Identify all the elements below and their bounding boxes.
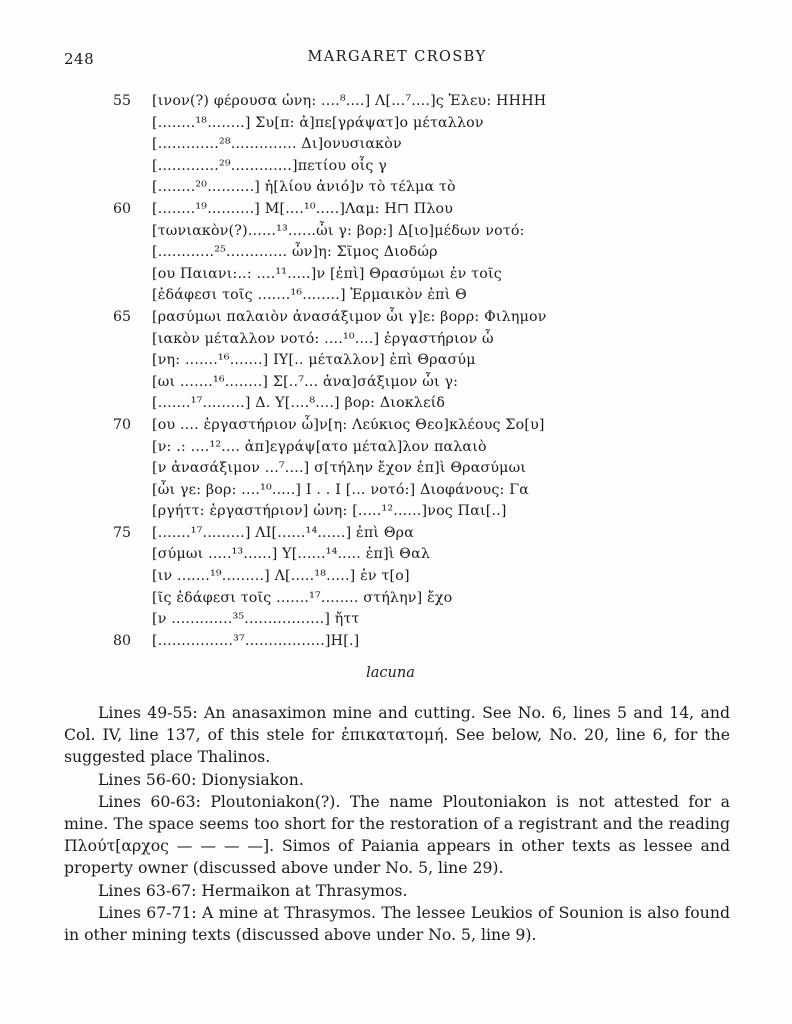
inscription-line [113, 566, 673, 588]
inscription-line [113, 285, 673, 307]
inscription-line [113, 372, 673, 394]
inscription-line-text: [ν .............³⁵.................] ἤττ [152, 611, 360, 628]
commentary-paragraph: Lines 56-60: Dionysiakon. [98, 769, 304, 789]
line-number: 65 [113, 308, 132, 325]
page-header [64, 49, 730, 71]
line-number [113, 480, 152, 502]
line-number [113, 588, 152, 610]
inscription-line-text: [.......¹⁷.........] Δ. Υ[....⁸....] βορ: Διοκλείδ [152, 395, 446, 412]
line-number [113, 372, 152, 394]
line-number [113, 134, 152, 156]
line-number: 60 [113, 200, 132, 217]
line-number [113, 242, 152, 264]
inscription-line [113, 523, 673, 545]
inscription-line-text: [σύμωι .....¹³......] Υ[......¹⁴..... ἐπ]ὶ Θαλ [152, 546, 431, 563]
line-number [113, 566, 152, 588]
inscription-line-text: [........¹⁸........] Συ[π: ἀ]πε[γράψατ]ο μέταλλον [152, 114, 484, 131]
inscription-line-text: [ιν .......¹⁹.........] Λ[.....¹⁸.....] ἐν τ[ο] [152, 568, 410, 585]
line-number: 80 [113, 632, 132, 649]
inscription-line [113, 156, 673, 178]
inscription-line-text: [ωι .......¹⁶........] Σ[..⁷... ἀνα]σάξιμον ὧι γ: [152, 373, 459, 390]
inscription-line [113, 393, 673, 415]
inscription-line [113, 631, 673, 653]
line-number: 70 [113, 416, 132, 433]
inscription-line-text: [τωνιακὸν(?)......¹³......ὧι γ: βορ:] Δ[ιο]μέδων νοτό: [152, 222, 525, 239]
line-number [113, 437, 152, 459]
inscription-line-text: [ῖς ἐδάφεσι τοῖς .......¹⁷........ στήλην] ἔχο [152, 589, 453, 606]
line-number [113, 544, 152, 566]
inscription-line-text: [ργήττ: ἐργαστήριον] ὠνη: [.....¹²......]νος Παι[..] [152, 503, 507, 520]
inscription-line-text: [........²⁰..........] ἡ[λίου ἀνιό]ν τὸ τέλμα τὸ [152, 179, 456, 196]
inscription-transcription [113, 91, 673, 652]
inscription-line [113, 329, 673, 351]
line-number [113, 501, 152, 523]
inscription-line [113, 544, 673, 566]
inscription-line [113, 501, 673, 523]
line-number [113, 113, 152, 135]
line-number: 75 [113, 524, 132, 541]
inscription-line-text: [νη: .......¹⁶.......] ΙΥ[.. μέταλλον] ἐπὶ Θρασύμ [152, 352, 476, 369]
inscription-line [113, 264, 673, 286]
inscription-line-text: [ἐδάφεσι τοῖς .......¹⁶........] Ἑρμαικὸν ἐπὶ Θ [152, 287, 468, 304]
inscription-line [113, 609, 673, 631]
lacuna-label: lacuna [366, 665, 415, 681]
line-number [113, 264, 152, 286]
inscription-line-text: [ου .... ἐργαστήριον ὦ]ν[η: Λεύκιος Θεο]κλέους Σο[υ] [152, 416, 545, 433]
inscription-line [113, 221, 673, 243]
inscription-line-text: [.............²⁸.............. Δι]ονυσιακὸν [152, 136, 402, 153]
inscription-line [113, 113, 673, 135]
inscription-line-text: [.............²⁹.............]πετίου οἷς γ [152, 157, 387, 174]
inscription-line-text: [........¹⁹..........] Μ[....¹⁰.....]Λαμ: Η⊓ Πλου [152, 200, 454, 217]
line-number [113, 285, 152, 307]
line-number [113, 393, 152, 415]
inscription-line-text: [ρασύμωι παλαιὸν ἀνασάξιμον ὧι γ]ε: βορρ: Φιλημον [152, 308, 547, 325]
inscription-line-text: [ινον(?) φέρουσα ὠνη: ....⁸....] Λ[...⁷....]ς Ἑλευ: ΗΗΗΗ [152, 93, 547, 109]
line-number [113, 329, 152, 351]
inscription-line [113, 350, 673, 372]
commentary-paragraph: Lines 49-55: An anasaximon mine and cutting. See No. 6, lines 5 and 14, and Col. IV, line 137, of this stele for ἐπικατατομή. See below, No. 20, line 6, for the suggested place Thalinos. [64, 703, 730, 767]
inscription-line [113, 437, 673, 459]
line-number [113, 221, 152, 243]
inscription-line [113, 177, 673, 199]
inscription-line-text: [.......¹⁷.........] ΛΙ[......¹⁴......] ἐπὶ Θρα [152, 524, 414, 541]
line-number [113, 156, 152, 178]
inscription-line [113, 199, 673, 221]
inscription-line-text: [............²⁵............. ὦν]η: Σῖμος Διοδώρ [152, 244, 438, 261]
inscription-line [113, 480, 673, 502]
inscription-line [113, 415, 673, 437]
commentary-paragraph: Lines 67-71: A mine at Thrasymos. The lessee Leukios of Sounion is also found in other mining texts (discussed above under No. 5, line 9). [64, 902, 730, 945]
line-number: 55 [113, 93, 132, 109]
inscription-line-text: [................³⁷.................]Η[.] [152, 632, 360, 649]
commentary-paragraph: Lines 63-67: Hermaikon at Thrasymos. [98, 880, 408, 900]
inscription-line [113, 588, 673, 610]
inscription-line-text: [ου Παιανι:..: ....¹¹.....]ν [ἐπὶ] Θρασύμωι ἐν τοῖς [152, 265, 502, 282]
inscription-line [113, 307, 673, 329]
line-number [113, 350, 152, 372]
inscription-line-text: [ν: .: ....¹².... ἀπ]εγράψ[ατο μέταλ]λον παλαιὸ [152, 438, 487, 455]
inscription-line-text: [ν ἀνασάξιμον ...⁷....] σ[τήλην ἔχον ἐπ]ὶ Θρασύμωι [152, 460, 527, 477]
inscription-line [113, 91, 673, 113]
line-number [113, 609, 152, 631]
line-number [113, 458, 152, 480]
line-number [113, 177, 152, 199]
running-head: MARGARET CROSBY [307, 49, 487, 65]
inscription-line-text: [ιακὸν μέταλλον νοτό: ....¹⁰....] ἐργαστήριον ὦ [152, 330, 494, 347]
inscription-line-text: [ὧι γε: βορ: ....¹⁰.....] Ι . . Ι [... νοτό:] Διοφάνους: Γα [152, 481, 530, 498]
inscription-line [113, 458, 673, 480]
inscription-line [113, 242, 673, 264]
page-number: 248 [64, 50, 95, 68]
commentary-paragraph: Lines 60-63: Ploutoniakon(?). The name Ploutoniakon is not attested for a mine. The space seems too short for the restoration of a registrant and the reading Πλούτ[αρχος — — — —]. Simos of Paiania appears in other texts as lessee and property owner (discussed above under No. 5, line 29). [64, 791, 730, 878]
commentary [64, 702, 730, 946]
inscription-line [113, 134, 673, 156]
